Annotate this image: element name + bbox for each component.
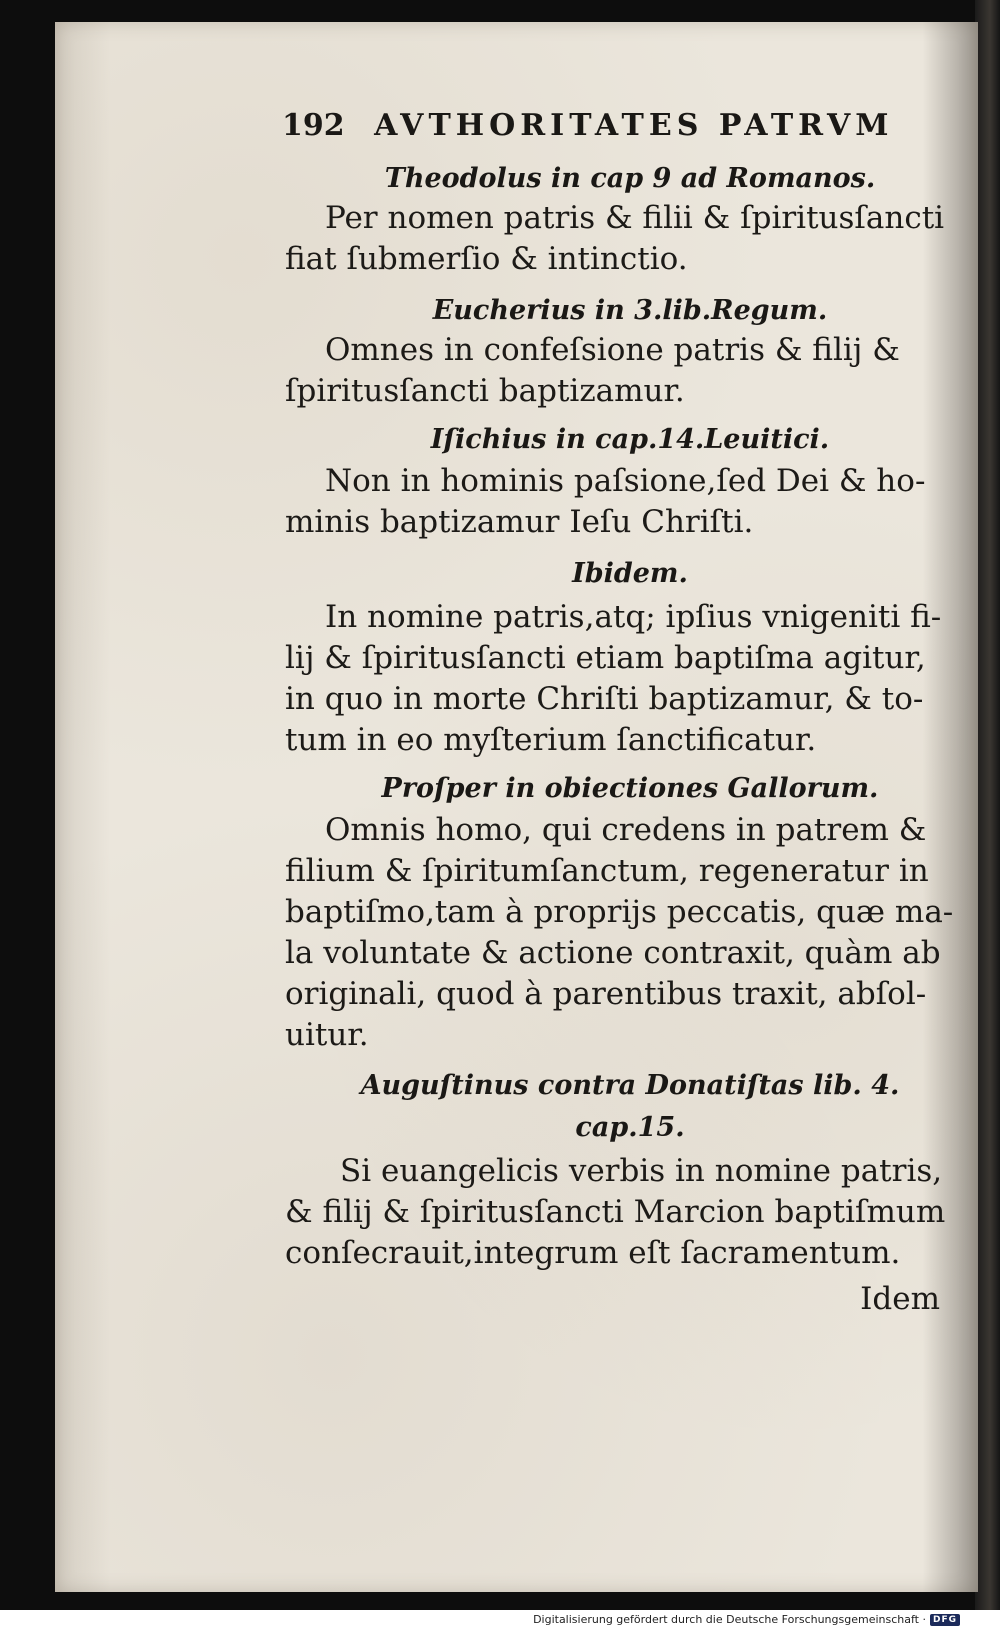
section-heading: Ibidem. — [572, 558, 688, 589]
text-line: Omnes in confeſsione patris & filij & — [325, 332, 900, 368]
book-edge — [975, 0, 1000, 1610]
paragraph — [285, 461, 935, 543]
text-line: baptiſmo,tam à proprijs peccatis, quæ ma- — [285, 894, 954, 930]
text-line: Non in hominis paſsione,ſed Dei & ho- — [325, 463, 926, 499]
text-line: In nomine patris,atq; ipſius vnigeniti fi- — [325, 599, 942, 635]
text-line: Si euangelicis verbis in nomine patris, — [340, 1153, 943, 1189]
page-number: 192 — [282, 108, 345, 143]
paragraph — [285, 1151, 946, 1274]
text-line: lij & ſpiritusſancti etiam baptiſma agitur, — [285, 640, 926, 676]
text-line: tum in eo myſterium ſanctificatur. — [285, 722, 817, 758]
paragraph — [285, 198, 945, 280]
paragraph — [285, 597, 942, 761]
dfg-logo: DFG — [930, 1614, 960, 1626]
paragraph — [285, 810, 954, 1056]
credit-text: Digitalisierung gefördert durch die Deutsche Forschungsgemeinschaft · — [533, 1613, 926, 1626]
text-line: in quo in morte Chriſti baptizamur, & to- — [285, 681, 924, 717]
digitization-credit — [533, 1613, 960, 1626]
text-line: Per nomen patris & filii & ſpiritusſancti — [325, 200, 945, 236]
text-line: la voluntate & actione contraxit, quàm ab — [285, 935, 941, 971]
text-line: & filij & ſpiritusſancti Marcion baptiſmum — [285, 1194, 946, 1230]
section-heading: Proſper in obiectiones Gallorum. — [381, 773, 879, 804]
section-heading: Theodolus in cap 9 ad Romanos. — [384, 163, 876, 194]
text-line: originali, quod à parentibus traxit, abſol- — [285, 976, 927, 1012]
text-line: Omnis homo, qui credens in patrem & — [325, 812, 927, 848]
text-line: fiat ſubmerſio & intinctio. — [285, 241, 688, 277]
text-line: conſecrauit,integrum eſt ſacramentum. — [285, 1235, 901, 1271]
running-title: AVTHORITATES PATRVM — [374, 108, 894, 143]
section-heading: Iſichius in cap.14.Leuitici. — [430, 424, 830, 455]
section-heading-continued: cap.15. — [575, 1112, 685, 1143]
text-line: uitur. — [285, 1017, 369, 1053]
text-line: ſpiritusſancti baptizamur. — [285, 373, 685, 409]
text-line: minis baptizamur Ieſu Chriſti. — [285, 504, 754, 540]
running-header — [282, 108, 972, 143]
catchword: Idem — [860, 1281, 940, 1317]
section-heading: Auguſtinus contra Donatiſtas lib. 4. — [360, 1070, 900, 1101]
paragraph — [285, 330, 935, 412]
section-heading: Eucherius in 3.lib.Regum. — [432, 295, 828, 326]
text-line: filium & ſpiritumſanctum, regeneratur in — [285, 853, 929, 889]
